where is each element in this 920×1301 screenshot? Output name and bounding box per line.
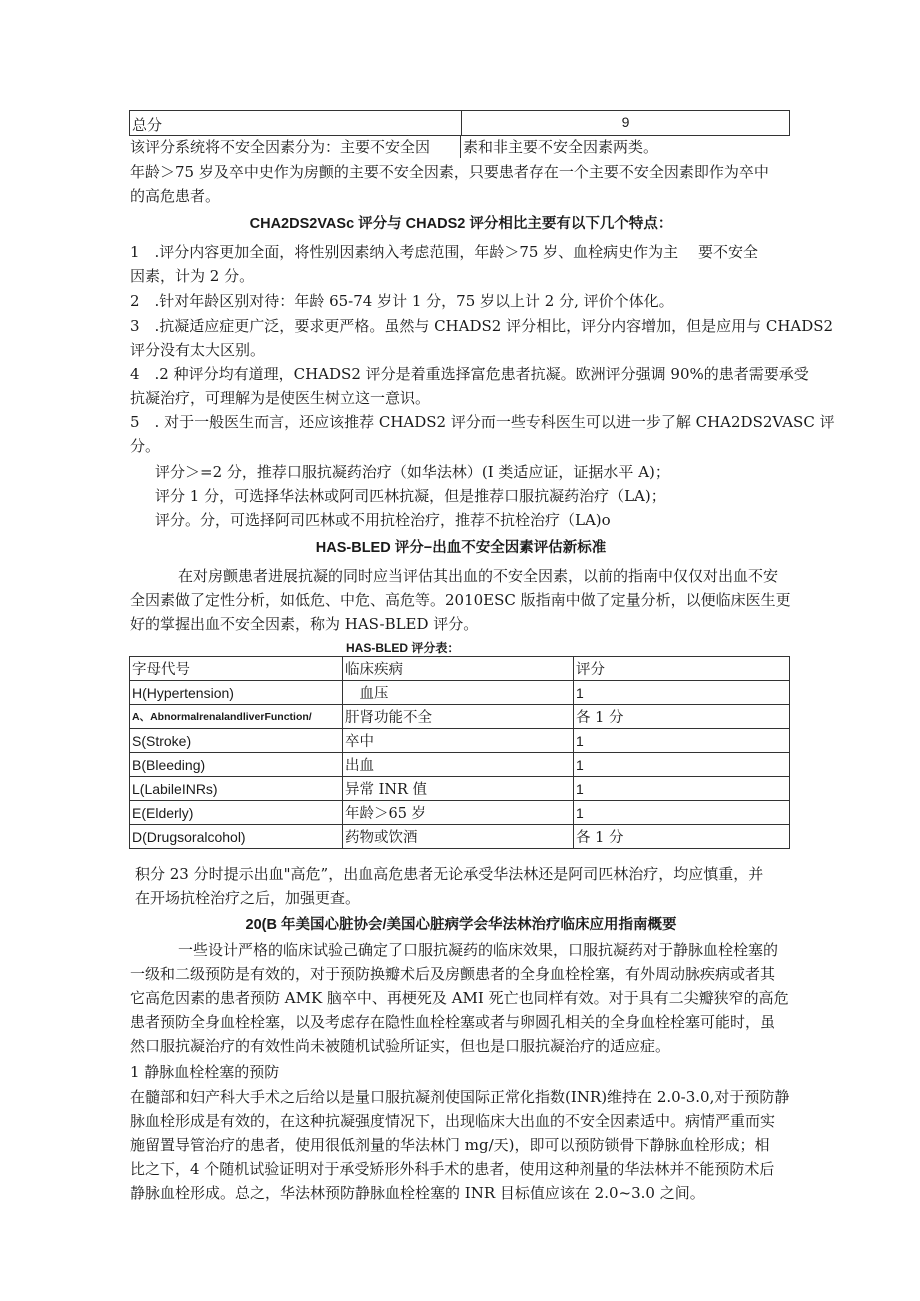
score-recommendation: 评分。分，可选择阿司匹林或不用抗栓治疗，推荐不抗栓治疗（LA)o (155, 511, 611, 529)
table-cell: 1 (574, 681, 790, 705)
table-cell: 1 (574, 729, 790, 753)
table-cell: 卒中 (343, 729, 574, 753)
after-table-line: 积分 23 分时提示出血"高危”，出血高危患者无论承受华法林还是阿司匹林治疗，均应慎重，并 (135, 865, 764, 883)
hasbled-table (129, 656, 790, 849)
table-cell: E(Elderly) (130, 801, 343, 825)
risk-line-1: 年龄＞75 岁及卒中史作为房颤的主要不安全因素，只要患者存在一个主要不安全因素即作为卒中 (130, 163, 769, 181)
table-row (130, 801, 790, 825)
table-cell: 年龄＞65 岁 (343, 801, 574, 825)
table-cell: 1 (574, 777, 790, 801)
list-line: 抗凝治疗，可理解为是使医生树立这一意识。 (130, 389, 431, 407)
vte-paragraph-line: 在髓部和妇产科大手术之后给以是量口服抗凝剂使国际正常化指数(INR)维持在 2.0-3.0,对于预防静 (130, 1088, 790, 1106)
table-cell: L(LabileINRs) (130, 777, 343, 801)
hasbled-table-caption: HAS-BLED 评分表： (346, 641, 460, 655)
table-cell: 1 (574, 801, 790, 825)
risk-split-left: 该评分系统将不安全因素分为：主要不安全因 (130, 138, 431, 156)
table-cell: H(Hypertension) (130, 681, 343, 705)
list-line: 4 .2 种评分均有道理，CHADS2 评分是着重选择富危患者抗凝。欧洲评分强调 90%的患者需要承受 (130, 365, 809, 383)
table-cell: 肝肾功能不全 (343, 705, 574, 729)
table-cell: 各 1 分 (574, 705, 790, 729)
table-cell: 血压 (343, 681, 574, 705)
list-line: 因素，计为 2 分。 (130, 267, 255, 285)
header-cell: 临床疾病 (343, 657, 574, 681)
risk-split-right: 素和非主要不安全因素两类。 (463, 138, 659, 156)
guideline-paragraph-line: 一些设计严格的临床试验己确定了口服抗凝药的临床效果，口服抗凝药对于静脉血栓栓塞的 (178, 941, 779, 959)
total-score-table (129, 110, 790, 136)
after-table-line: 在开场抗栓治疗之后，加强更查。 (135, 889, 361, 907)
vte-paragraph-line: 静脉血栓形成。总之，华法林预防静脉血栓栓塞的 INR 目标值应该在 2.0~3.0 之间。 (130, 1184, 705, 1202)
list-line: 2 .针对年龄区别对待：年龄 65-74 岁计 1 分，75 岁以上计 2 分, 评价个体化。 (130, 292, 674, 310)
table-cell: A、AbnormalrenalandliverFunction/ (130, 705, 343, 729)
table-row (130, 681, 790, 705)
score-recommendation: 评分 1 分，可选择华法林或阿司匹林抗凝，但是推荐口服抗凝药治疗（LA)； (155, 487, 666, 505)
table-cell: 异常 INR 值 (343, 777, 574, 801)
total-score-value: 9 (621, 114, 630, 130)
table-cell: 出血 (343, 753, 574, 777)
table-cell: 1 (574, 753, 790, 777)
vte-paragraph-line: 施留置导管治疗的患者，使用很低剂量的华法林门 mg/天)，即可以预防锁骨下静脉血栓形成；相 (130, 1136, 770, 1154)
guideline-paragraph-line: 一级和二级预防是有效的，对于预防换瓣术后及房颤患者的全身血栓栓塞，有外周动脉疾病或者其 (130, 965, 776, 983)
list-line: 3 .抗凝适应症更广泛，要求更严格。虽然与 CHADS2 评分相比，评分内容增加，但是应用与 CHADS2 (130, 317, 834, 335)
table-cell: B(Bleeding) (130, 753, 343, 777)
subheading-vte: 1 静脉血栓栓塞的预防 (130, 1063, 280, 1081)
total-score-label: 总分 (132, 116, 163, 134)
list-line: 1 .评分内容更加全面，将性别因素纳入考虑范围，年龄＞75 岁、血栓病史作为主 要不安全 (130, 243, 758, 261)
header-cell: 评分 (574, 657, 790, 681)
table-cell: 各 1 分 (574, 825, 790, 849)
score-recommendation: 评分＞=2 分，推荐口服抗凝药治疗（如华法林）(I 类适应证，证据水平 A)； (155, 463, 670, 481)
list-line: 评分没有太大区别。 (130, 341, 266, 359)
list-line: 分。 (130, 437, 161, 455)
guideline-paragraph-line: 然口服抗凝治疗的有效性尚未被随机试验所证实，但也是口服抗凝治疗的适应症。 (130, 1037, 671, 1055)
table-row (130, 825, 790, 849)
vte-paragraph-line: 脉血栓形成是有效的，在这种抗凝强度情况下，出现临床大出血的不安全因素适中。病情严重而实 (130, 1112, 776, 1130)
heading-hasbled: HAS-BLED 评分−出血不安全因素评估新标准 (315, 540, 607, 556)
risk-line-2: 的高危患者。 (130, 187, 221, 205)
hasbled-paragraph-line: 全因素做了定性分析，如低危、中危、高危等。2010ESC 版指南中做了定量分析，以便临床医生更 (130, 591, 791, 609)
table-row (130, 753, 790, 777)
vte-paragraph-line: 比之下，4 个随机试验证明对于承受矫形外科手术的患者，使用这种剂量的华法林并不能预防术后 (130, 1160, 775, 1178)
guideline-paragraph-line: 患者预防全身血栓栓塞，以及考虑存在隐性血栓栓塞或者与卵圆孔相关的全身血栓栓塞可能时，虽 (130, 1013, 776, 1031)
table-header-row (130, 657, 790, 681)
table-row (130, 777, 790, 801)
hasbled-paragraph-line: 在对房颤患者进展抗凝的同时应当评估其出血的不安全因素，以前的指南中仅仅对出血不安 (178, 567, 779, 585)
table-row (130, 705, 790, 729)
heading-guideline: 20(B 年美国心脏协会/美国心脏病学会华法林治疗临床应用指南概要 (245, 917, 677, 933)
text-split-divider (460, 136, 461, 158)
header-cell: 字母代号 (130, 657, 343, 681)
table-row (130, 729, 790, 753)
guideline-paragraph-line: 它高危因素的患者预防 AMK 脑卒中、再梗死及 AMI 死亡也同样有效。对于具有二尖瓣狭窄的高危 (130, 989, 789, 1007)
table-cell: S(Stroke) (130, 729, 343, 753)
heading-compare: CHA2DS2VASc 评分与 CHADS2 评分相比主要有以下几个特点： (249, 216, 673, 232)
hasbled-paragraph-line: 好的掌握出血不安全因素，称为 HAS-BLED 评分。 (130, 615, 479, 633)
table-cell: 药物或饮酒 (343, 825, 574, 849)
list-line: 5 . 对于一般医生而言，还应该推荐 CHADS2 评分而一些专科医生可以进一步了解 CHA2DS2VASC 评 (130, 413, 835, 431)
table-cell: D(Drugsoralcohol) (130, 825, 343, 849)
